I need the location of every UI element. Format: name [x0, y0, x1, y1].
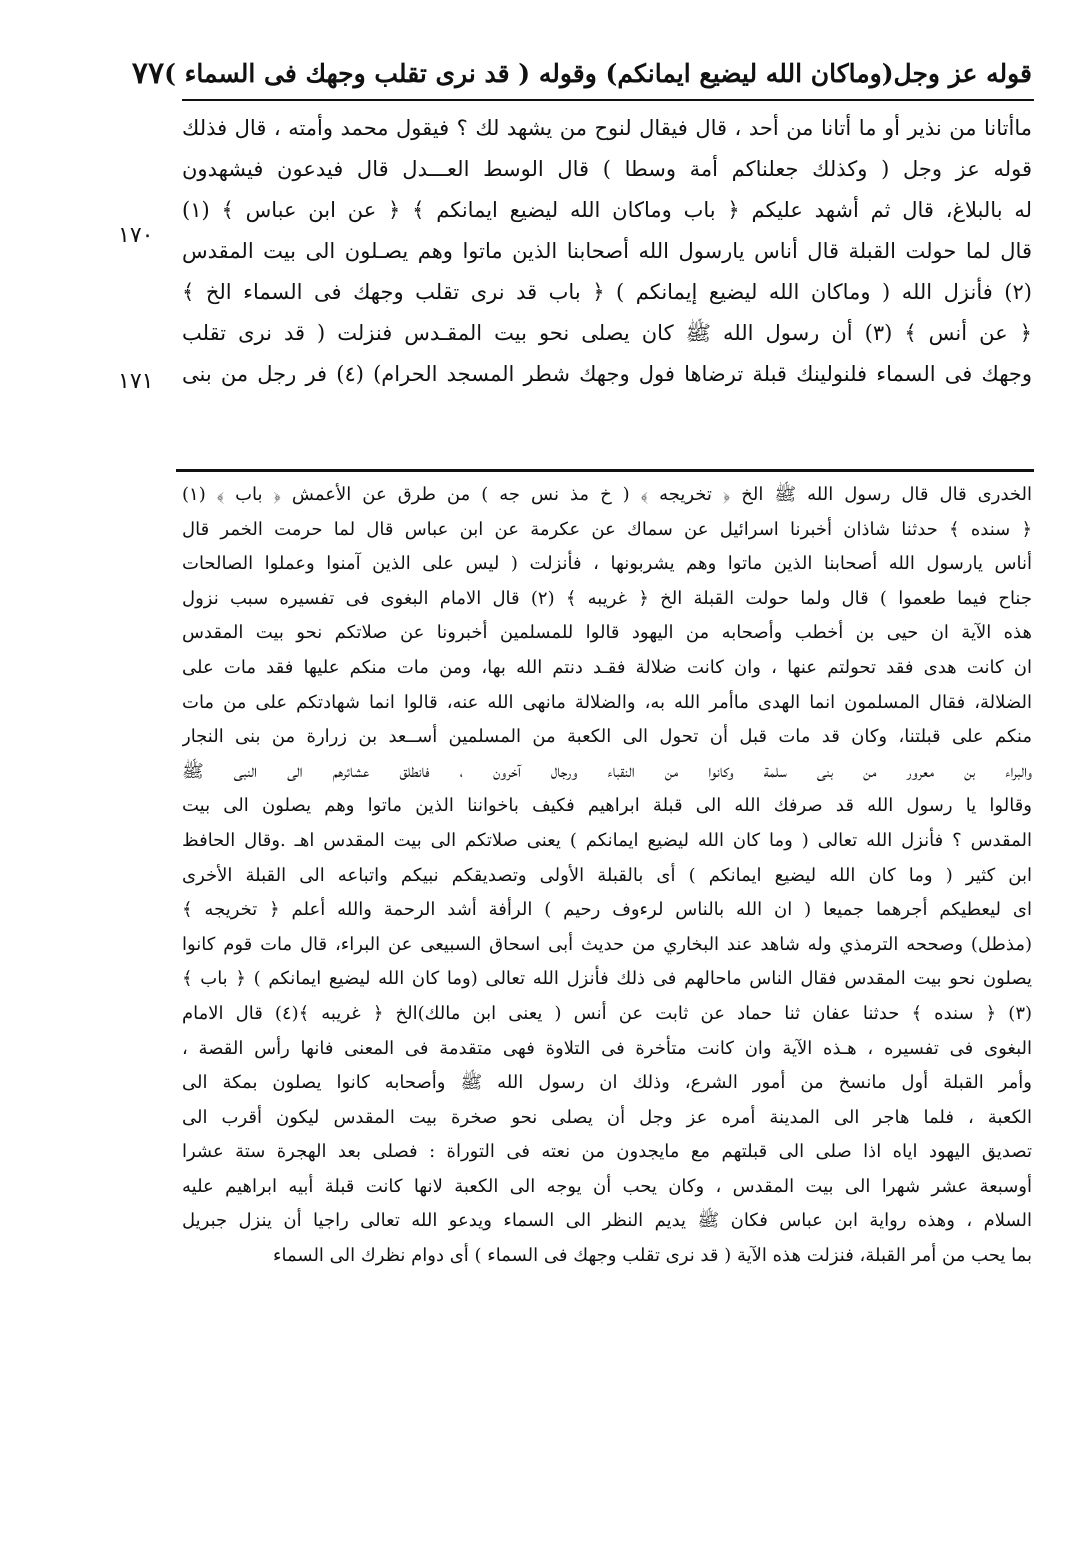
main-text: [182, 108, 1032, 395]
footnote-line: بما يحب من أمر القبلة، فنزلت هذه الآية ( قد نرى تقلب وجهك فى السماء ) أى دوام نظرك الى السماء: [273, 1245, 1032, 1267]
footnote-line: الكعبة ، فلما هاجر الى المدينة أمره عز وجل أن يصلى نحو صخرة بيت المقدس ليكون أقرب الى: [182, 1106, 1032, 1128]
main-text-line: له بالبلاغ، قال ثم أشهد عليكم ﴿ باب وماكان الله ليضيع ايمانكم ﴾ ﴿ عن ابن عباس ﴾ (١): [182, 198, 1032, 222]
main-text-line: ﴿ عن أنس ﴾ (٣) أن رسول الله ﷺ كان يصلى نحو بيت المقـدس فنزلت ( قد نرى تقلب: [182, 321, 1032, 345]
footnote-line: وأمر القبلة أول مانسخ من أمور الشرع، وذلك ان رسول الله ﷺ وأصحابه كانوا يصلون بمكة الى: [182, 1072, 1032, 1094]
main-text-line: (٢) فأنزل الله ( وماكان الله ليضيع إيمانكم ) ﴿ باب قد نرى تقلب وجهك فى السماء الخ ﴾: [182, 280, 1032, 304]
footnote-line: (مذطل) وصححه الترمذي وله شاهد عند البخاري من حديث أبى اسحاق السبيعى عن البراء، قال مات قوم كانوا: [182, 933, 1032, 955]
footnote-line: الخدرى قال قال رسول الله ﷺ الخ ﴿ تخريجه ﴾ ( خ مذ نس جه ) من طرق عن الأعمش ﴿ باب ﴾ (١): [182, 484, 1032, 505]
margin-hadith-number: ١٧١: [118, 369, 154, 394]
footnote-line: ابن كثير ( وما كان الله ليضيع ايمانكم ) أى بالقبلة الأولى وتصديقكم نبيكم واتباعه الى القبلة الأخرى: [182, 864, 1032, 886]
margin-hadith-number: ١٧٠: [118, 223, 154, 248]
main-text-line: قوله عز وجل ( وكذلك جعلناكم أمة وسطا ) قال الوسط العـــدل قال فيدعون فيشهدون: [182, 157, 1032, 181]
running-title: قوله عز وجل(وماكان الله ليضيع ايمانكم) وقوله ( قد نرى تقلب وجهك فى السماء ): [164, 58, 1032, 88]
footnote-line: البغوى فى تفسيره ، هـذه الآية وان كانت متأخرة فى التلاوة فهى متقدمة فى المعنى فانها رأس القصة ،: [182, 1037, 1032, 1059]
footnote-line: وقالوا يا رسول الله قد صرفك الله الى قبلة ابراهيم فكيف باخواننا الذين ماتوا وهم يصلون الى بيت: [182, 795, 1032, 817]
footnote-separator: [176, 469, 1034, 472]
footnote-line: ان كانت هدى فقد تحولتم عنها ، وان كانت ضلالة فقـد دنتم الله بها، ومن مات منكم عليها فقد مات على: [182, 656, 1032, 678]
footnote-line: أوسبعة عشر شهرا الى بيت المقدس ، وكان يحب أن يوجه الى الكعبة لانها كانت قبلة أبيه ابراهيم عليه: [182, 1175, 1032, 1197]
main-text-line: وجهك فى السماء فلنولينك قبلة ترضاها فول وجهك شطر المسجد الحرام) (٤) فر رجل من بنى: [182, 362, 1032, 386]
footnote-line: ﴿ سنده ﴾ حدثنا شاذان أخبرنا اسرائيل عن سماك عن عكرمة عن ابن عباس قال لما حرمت الخمر قال: [182, 518, 1032, 540]
header-rule: [182, 99, 1034, 101]
footnote-line: تصديق اليهود اياه اذا صلى الى قبلتهم مع مايجدون من نعته فى التوراة : فصلى بعد الهجرة ستة عشرا: [182, 1141, 1032, 1163]
footnote-line: الضلالة، فقال المسلمون انما الهدى ماأمر الله به، والضلالة مانهى الله عنه، قالوا انما شهادتكم على من مات: [182, 691, 1032, 713]
main-text-line: ماأتانا من نذير أو ما أتانا من أحد ، قال فيقال لنوح من يشهد لك ؟ فيقول محمد وأمته ، قال فذلك: [182, 116, 1032, 140]
page-header: [131, 48, 1032, 98]
footnotes: [182, 478, 1032, 1274]
footnote-line: (٣) ﴿ سنده ﴾ حدثنا عفان ثنا حماد عن ثابت عن أنس ( يعنى ابن مالك)الخ ﴿ غريبه ﴾(٤) قال الامام: [182, 1002, 1032, 1024]
footnote-line: أناس يارسول الله أصحابنا الذين ماتوا وهم يشربونها ، فأنزلت ( ليس على الذين آمنوا وعملوا الصالحات: [182, 553, 1032, 575]
main-text-line: قال لما حولت القبلة قال أناس يارسول الله أصحابنا الذين ماتوا وهم يصـلون الى بيت المقدس: [182, 239, 1032, 263]
footnote-line: جناح فيما طعموا ) قال ولما حولت القبلة الخ ﴿ غريبه ﴾ (٢) قال الامام البغوى فى تفسيره سبب نزول: [182, 587, 1032, 609]
footnote-line: السلام ، وهذه رواية ابن عباس فكان ﷺ يديم النظر الى السماء ويدعو الله تعالى راجيا أن ينزل جبريل: [182, 1210, 1032, 1232]
footnote-line: المقدس ؟ فأنزل الله تعالى ( وما كان الله ليضيع ايمانكم ) يعنى صلاتكم الى بيت المقدس اهـ .وقال الحافظ: [182, 829, 1032, 851]
footnote-line: اى ليعطيكم أجرهما جميعا ( ان الله بالناس لرءوف رحيم ) الرأفة أشد الرحمة والله أعلم ﴿ تخريجه ﴾: [182, 899, 1032, 921]
footnote-line: منكم على قبلتنا، وكان قد مات قبل أن تحول الى الكعبة من المسلمين أســعد بن زرارة من بنى النجار: [182, 726, 1032, 748]
page-number: ٧٧: [131, 55, 165, 91]
footnote-line: يصلون نحو بيت المقدس فقال الناس ماحالهم فى ذلك فأنزل الله تعالى (وما كان الله ليضيع ايمانكم ) ﴿ باب ﴾: [182, 968, 1032, 990]
footnote-line: والبراء بن معرور من بنى سلمة وكانوا من النقباء ورجال آخرون ، فانطلق عشائرهم الى النبى ﷺ: [182, 760, 1032, 782]
footnote-line: هذه الآية ان حيى بن أخطب وأصحابه من اليهود قالوا للمسلمين أخبرونا عن صلاتكم نحو بيت المقدس: [182, 622, 1032, 644]
